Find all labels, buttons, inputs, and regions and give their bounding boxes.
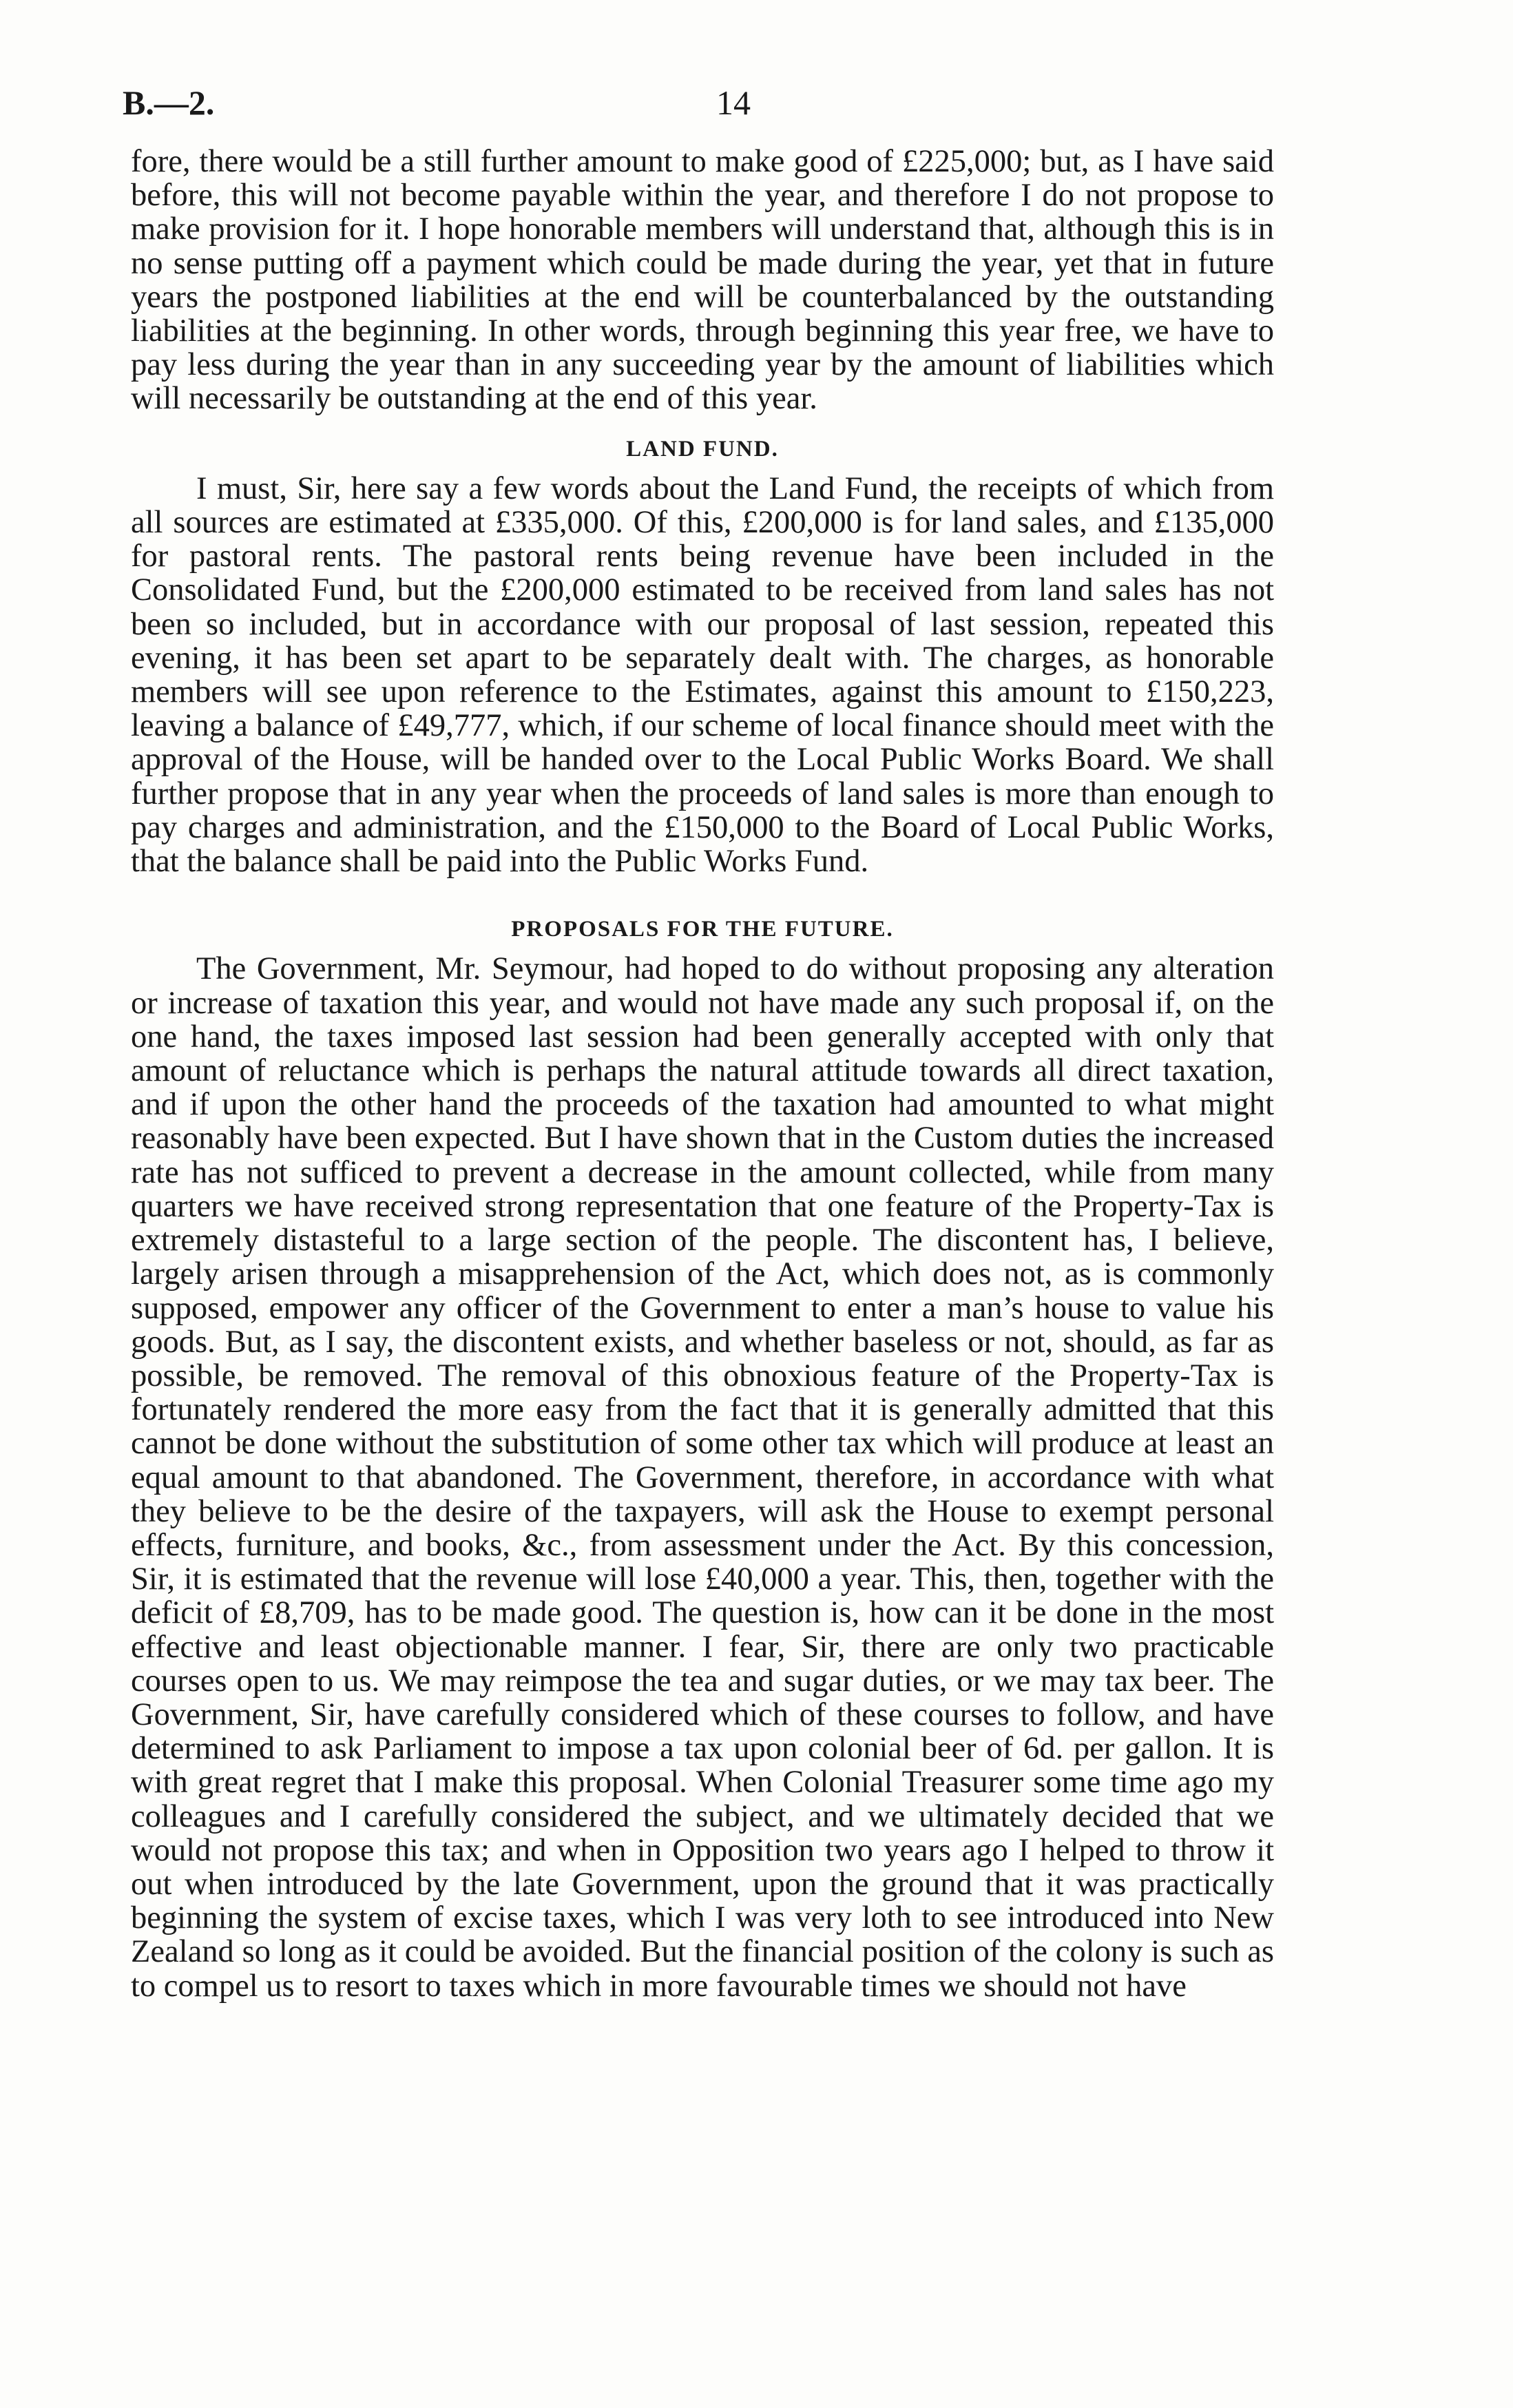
document-reference: B.—2.	[123, 83, 215, 122]
heading-proposals-for-the-future: PROPOSALS FOR THE FUTURE.	[511, 917, 894, 942]
paragraph-land-fund: I must, Sir, here say a few words about the Land Fund, the receipts of which from all sources are estimated at £335,000. Of this, £200,000 is for land sales, and £135,000 for pastoral rents. The pastoral rents being revenue have been included in the Consolidated Fund, but the £200,000 estimated to be received from land sales has not been so included, but in accordance with our proposal of last session, repeated this evening, it has been set apart to be separately dealt with. The charges, as honorable members will see upon reference to the Estimates, against this amount to £150,223, leaving a balance of £49,777, which, if our scheme of local finance should meet with the approval of the House, will be handed over to the Local Public Works Board. We shall further propose that in any year when the proceeds of land sales is more than enough to pay charges and administration, and the £150,000 to the Board of Local Public Works, that the balance shall be paid into the Public Works Fund.	[131, 470, 1274, 880]
page-number: 14	[716, 83, 751, 122]
paragraph-proposals: The Government, Mr. Seymour, had hoped to do without proposing any alteration or increase of taxation this year, and would not have made any such proposal if, on the one hand, the taxes imposed last session had been generally accepted with only that amount of reluctance which is perhaps the natural attitude towards all direct taxation, and if upon the other hand the proceeds of the taxation had amounted to what might reasonably have been expected. But I have shown that in the Custom duties the increased rate has not sufficed to prevent a decrease in the amount collected, while from many quarters we have received strong representation that one feature of the Property-Tax is extremely distasteful to a large section of the people. The discontent has, I believe, largely arisen through a misapprehension of the Act, which does not, as is commonly supposed, empower any officer of the Government to enter a man’s house to value his goods. But, as I say, the discontent exists, and whether baseless or not, should, as far as possible, be removed. The removal of this obnoxious feature of the Property-Tax is fortunately rendered the more easy from the fact that it is generally admitted that this cannot be done without the substitution of some other tax which will produce at least an equal amount to that abandoned. The Government, therefore, in accordance with what they believe to be the desire of the taxpayers, will ask the House to exempt personal effects, furniture, and books, &c., from assessment under the Act. By this concession, Sir, it is estimated that the revenue will lose £40,000 a year. This, then, together with the deficit of £8,709, has to be made good. The question is, how can it be done in the most effective and least objectionable manner. I fear, Sir, there are only two practicable courses open to us. We may reimpose the tea and sugar duties, or we may tax beer. The Government, Sir, have carefully considered which of these courses to follow, and have determined to ask Parliament to impose a tax upon colonial beer of 6d. per gallon. It is with great regret that I make this proposal. When Colonial Treasurer some time ago my colleagues and I carefully considered the subject, and we ultimately decided that we would not propose this tax; and when in Opposition two years ago I helped to throw it out when introduced by the late Government, upon the ground that it was practically beginning the system of excise taxes, which I was very loth to see introduced into New Zealand so long as it could be avoided. But the financial position of the colony is such as to compel us to resort to taxes which in more favourable times we should not have	[131, 951, 1274, 2004]
heading-land-fund: LAND FUND.	[626, 436, 779, 461]
paragraph-continuation: fore, there would be a still further amount to make good of £225,000; but, as I have said before, this will not become payable within the year, and therefore I do not propose to make provision for it. I hope honorable members will understand that, although this is in no sense putting off a payment which could be made during the year, yet that in future years the postponed liabilities at the end will be counterbalanced by the outstanding liabilities at the beginning. In other words, through beginning this year free, we have to pay less during the year than in any succeeding year by the amount of liabilities which will necessarily be outstanding at the end of this year.	[131, 144, 1274, 417]
page-header	[123, 83, 1266, 131]
body-text	[131, 145, 1274, 2003]
